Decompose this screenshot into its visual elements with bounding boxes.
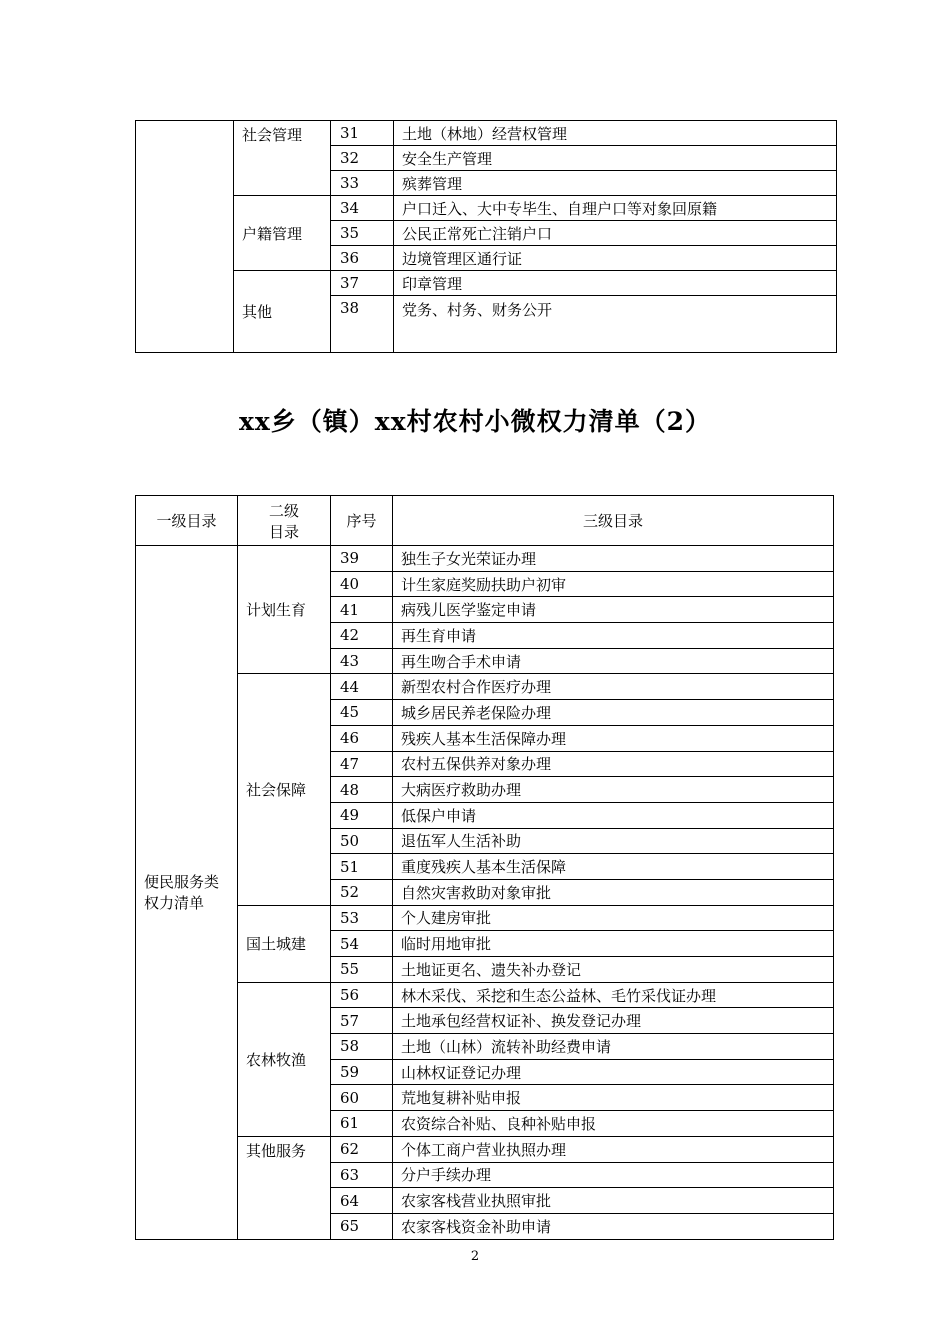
item-cell: 独生子女光荣证办理	[393, 546, 834, 572]
serial-cell: 35	[331, 221, 394, 246]
table-row	[136, 546, 834, 572]
item-cell: 农资综合补贴、良种补贴申报	[393, 1111, 834, 1137]
table-row	[136, 674, 834, 700]
item-cell: 土地（山林）流转补助经费申请	[393, 1034, 834, 1060]
category-other: 其他	[234, 271, 331, 353]
serial-cell: 61	[331, 1111, 393, 1137]
item-cell: 临时用地审批	[393, 931, 834, 957]
serial-cell: 48	[331, 777, 393, 803]
level1-line1: 便民服务类	[144, 873, 220, 892]
serial-cell: 62	[331, 1136, 393, 1162]
category-land-construction: 国土城建	[238, 905, 331, 982]
serial-cell: 45	[331, 700, 393, 726]
header-level3: 三级目录	[393, 496, 834, 546]
item-cell: 农村五保供养对象办理	[393, 751, 834, 777]
level1-line2: 权力清单	[144, 894, 205, 913]
item-cell: 殡葬管理	[394, 171, 837, 196]
item-cell: 再生育申请	[393, 623, 834, 649]
serial-cell: 63	[331, 1162, 393, 1188]
serial-cell: 39	[331, 546, 393, 572]
level1-cell-empty	[136, 121, 234, 353]
item-cell: 公民正常死亡注销户口	[394, 221, 837, 246]
serial-cell: 56	[331, 982, 393, 1008]
item-cell: 荒地复耕补贴申报	[393, 1085, 834, 1111]
table-row	[136, 121, 837, 146]
table-row	[136, 271, 837, 296]
serial-cell: 42	[331, 623, 393, 649]
serial-cell: 51	[331, 854, 393, 880]
item-cell: 土地（林地）经营权管理	[394, 121, 837, 146]
serial-cell: 59	[331, 1059, 393, 1085]
item-cell: 新型农村合作医疗办理	[393, 674, 834, 700]
category-social-mgmt: 社会管理	[234, 121, 331, 196]
header-level2-line1: 二级	[268, 501, 299, 520]
item-cell: 边境管理区通行证	[394, 246, 837, 271]
serial-cell: 43	[331, 648, 393, 674]
serial-cell: 36	[331, 246, 394, 271]
category-other-services: 其他服务	[238, 1136, 331, 1239]
serial-cell: 37	[331, 271, 394, 296]
item-cell: 自然灾害救助对象审批	[393, 879, 834, 905]
item-cell: 退伍军人生活补助	[393, 828, 834, 854]
table-row	[136, 196, 837, 221]
serial-cell: 60	[331, 1085, 393, 1111]
serial-cell: 50	[331, 828, 393, 854]
item-cell: 农家客栈资金补助申请	[393, 1213, 834, 1239]
serial-cell: 34	[331, 196, 394, 221]
item-cell: 再生吻合手术申请	[393, 648, 834, 674]
item-cell: 个人建房审批	[393, 905, 834, 931]
power-list-table-1	[135, 120, 837, 353]
serial-cell: 47	[331, 751, 393, 777]
item-cell: 残疾人基本生活保障办理	[393, 725, 834, 751]
category-social-security: 社会保障	[238, 674, 331, 905]
serial-cell: 57	[331, 1008, 393, 1034]
header-level2	[238, 496, 331, 546]
level1-category	[136, 546, 238, 1240]
header-level2-line2: 目录	[268, 522, 299, 541]
item-cell: 农家客栈营业执照审批	[393, 1188, 834, 1214]
serial-cell: 54	[331, 931, 393, 957]
header-serial: 序号	[331, 496, 393, 546]
item-cell: 大病医疗救助办理	[393, 777, 834, 803]
serial-cell: 44	[331, 674, 393, 700]
serial-cell: 49	[331, 802, 393, 828]
item-cell: 重度残疾人基本生活保障	[393, 854, 834, 880]
serial-cell: 52	[331, 879, 393, 905]
serial-cell: 64	[331, 1188, 393, 1214]
power-list-table-2	[135, 495, 834, 1240]
item-cell: 分户手续办理	[393, 1162, 834, 1188]
page-number: 2	[470, 1249, 480, 1264]
serial-cell: 32	[331, 146, 394, 171]
item-cell: 城乡居民养老保险办理	[393, 700, 834, 726]
category-agri-forestry: 农林牧渔	[238, 982, 331, 1136]
item-cell: 土地证更名、遗失补办登记	[393, 957, 834, 983]
serial-cell: 33	[331, 171, 394, 196]
table-row	[136, 905, 834, 931]
item-cell: 安全生产管理	[394, 146, 837, 171]
item-cell: 山林权证登记办理	[393, 1059, 834, 1085]
page-title: xx乡（镇）xx村农村小微权力清单（2）	[238, 407, 711, 436]
item-cell: 低保户申请	[393, 802, 834, 828]
item-cell: 计生家庭奖励扶助户初审	[393, 571, 834, 597]
item-cell: 户口迁入、大中专毕生、自理户口等对象回原籍	[394, 196, 837, 221]
serial-cell: 38	[331, 296, 394, 353]
item-cell: 党务、村务、财务公开	[394, 296, 837, 353]
serial-cell: 41	[331, 597, 393, 623]
item-cell: 林木采伐、采挖和生态公益林、毛竹采伐证办理	[393, 982, 834, 1008]
serial-cell: 58	[331, 1034, 393, 1060]
table-row	[136, 1136, 834, 1162]
category-household: 户籍管理	[234, 196, 331, 271]
serial-cell: 65	[331, 1213, 393, 1239]
table-header-row	[136, 496, 834, 546]
category-family-planning: 计划生育	[238, 546, 331, 674]
item-cell: 病残儿医学鉴定申请	[393, 597, 834, 623]
header-level1: 一级目录	[136, 496, 238, 546]
table-row	[136, 982, 834, 1008]
serial-cell: 40	[331, 571, 393, 597]
serial-cell: 46	[331, 725, 393, 751]
item-cell: 个体工商户营业执照办理	[393, 1136, 834, 1162]
serial-cell: 55	[331, 957, 393, 983]
serial-cell: 53	[331, 905, 393, 931]
item-cell: 土地承包经营权证补、换发登记办理	[393, 1008, 834, 1034]
serial-cell: 31	[331, 121, 394, 146]
item-cell: 印章管理	[394, 271, 837, 296]
